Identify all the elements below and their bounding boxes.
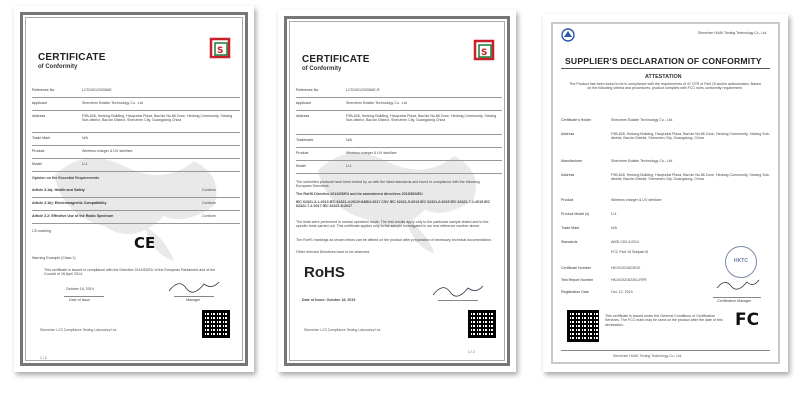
declaration-notice: This certificate is issued under the General Conditions of Certification Services. The FCC mark may be used on the product after the date of this declaration.: [605, 314, 723, 327]
divider: [32, 158, 240, 159]
info-row: [296, 164, 502, 172]
declaration-title: SUPPLIER'S DECLARATION OF CONFORMITY: [565, 56, 762, 66]
qr-code: [202, 310, 230, 338]
issue-date: October 18, 2019: [66, 287, 94, 291]
divider: [296, 97, 502, 98]
info-row: [561, 212, 774, 220]
row-label: Address: [296, 114, 310, 118]
compliance-paragraph: The submitted products have been tested by us with the listed standards and found in compliance with the following European Directives:: [296, 180, 480, 189]
marking-paragraph: The RoHS markings as shown below can be affixed on the product after preparation of necessary technical documentation.: [296, 238, 492, 242]
info-row: [561, 159, 774, 167]
row-value: N/A: [82, 136, 88, 140]
qr-code: [468, 310, 496, 338]
hktc-stamp: [725, 246, 757, 278]
row-label: Product Model (s): [561, 212, 590, 216]
info-row: [32, 88, 240, 96]
divider: [32, 145, 240, 146]
fcc-declaration: [543, 14, 788, 372]
issue-date: Date of Issue: October 18, 2019: [302, 298, 356, 302]
row-value: FCC Part 15 Subpart B: [611, 250, 648, 254]
row-label: Manufacturer: [561, 159, 583, 163]
row-value: HK19102162301E: [611, 266, 641, 270]
info-row: [32, 114, 240, 134]
row-label: Trade Mark: [32, 136, 51, 140]
signature-graphic: [713, 276, 763, 294]
page-number: 1 / 2: [40, 356, 47, 360]
ce-marking-label: CE-marking: [32, 229, 51, 233]
row-label: Applicant: [296, 101, 311, 105]
row-label: Model: [296, 164, 306, 168]
signature-graphic: [164, 276, 224, 296]
divider: [296, 173, 502, 174]
signature-line: [64, 296, 104, 297]
row-value: Wireless charger & UV sterilizer: [611, 198, 662, 202]
info-row: [561, 173, 774, 191]
article-row: [32, 201, 240, 209]
divider: [32, 132, 240, 133]
row-value: N/A: [611, 226, 617, 230]
row-label: Registration Date: [561, 290, 589, 294]
row-label: Model: [32, 162, 42, 166]
info-row: [561, 198, 774, 206]
rohs-certificate: [278, 10, 516, 372]
warning-example: Warning Example (Class 1): [32, 256, 76, 260]
row-label: Certificate's Holder: [561, 118, 592, 122]
article-row: [32, 188, 240, 196]
signature-graphic: [428, 280, 488, 300]
row-value: Oct. 12, 2019: [611, 290, 633, 294]
row-value: Wireless charger & UV sterilizer: [82, 149, 133, 153]
article-label: Article 3.1a): Health and Safety: [32, 188, 85, 192]
fcc-logo: FC: [735, 310, 760, 330]
header-contact: Shenzhen HUAK Testing Technology Co., Ltd.: [698, 31, 768, 35]
divider: [32, 171, 240, 172]
divider: [32, 210, 240, 211]
issue-statement: This certificate is issued in compliance with the Directive 2014/53/EU of the European Parliament and of the Council of 16 April 2014.: [44, 268, 216, 277]
divider: [32, 197, 240, 198]
lab-footer: Shenzhen LCS Compliance Testing Laboratory Ltd.: [304, 328, 382, 332]
lab-footer: Shenzhen LCS Compliance Testing Laboratory Ltd.: [40, 328, 118, 332]
info-row: [296, 138, 502, 146]
manager-label: Manager: [186, 298, 201, 302]
row-label: Product: [561, 198, 574, 202]
row-value: N/A: [346, 138, 352, 142]
signature-line: [174, 296, 214, 297]
row-label: Product: [296, 151, 309, 155]
article-row: [32, 214, 240, 222]
row-value: ANSI C63.4:2014: [611, 240, 639, 244]
svg-text:S: S: [481, 48, 488, 58]
row-label: Reference No.: [32, 88, 56, 92]
row-value: U-1: [82, 162, 88, 166]
row-value: F9B-826, Hedong Building, Haoyunlai Plaza, Bao'an No.86 Zone, Hedong Community, Xixiang Sub-district, Bao'an District, Shenzhen City, Guangdong, China: [611, 173, 770, 181]
footer-rule: [561, 350, 770, 351]
row-value: Shenzhen Bolaite Technology Co., Ltd: [82, 101, 143, 105]
row-value: Shenzhen Bolaite Technology Co., Ltd: [346, 101, 407, 105]
row-label: Address: [32, 114, 46, 118]
divider: [32, 223, 240, 224]
row-label: Standards: [561, 240, 578, 244]
lcs-logo-icon: [472, 36, 498, 62]
signature-line: [713, 297, 761, 298]
divider: [296, 134, 502, 135]
row-label: Trade Mark: [561, 226, 580, 230]
info-row: [32, 136, 240, 144]
test-standards: IEC 62321-3-1:2013 IEC 62321-4:2013+AMD1:2017 CSV IEC 62321-5:2013 IEC 62321-6:2015 IEC 62321-7-1:2015 IEC 62321-7-2:2017 IEC 62321-8:2017: [296, 200, 491, 209]
lab-footer: Shenzhen HUAK Testing Technology Co., Ltd.: [613, 354, 683, 358]
article-label: Article 3.2: Effective Use of the Radio Spectrum: [32, 214, 114, 218]
row-value: Shenzhen Bolaite Technology Co., Ltd.: [611, 118, 673, 122]
row-value: U-1: [346, 164, 352, 168]
qr-code: [567, 310, 599, 342]
divider: [296, 147, 502, 148]
info-row: [32, 162, 240, 170]
rohs-directive: The RoHS Directive 2011/65/EU and its amendment directives 2015/863/EU: [296, 192, 423, 196]
divider: [296, 110, 502, 111]
test-paragraph: The tests were performed in normal operation mode. The test results apply only to the particular sample tested and to the specific tests carried out. This certificate applies only to the sample investigated in our test reference number above.: [296, 220, 489, 229]
title-rule: [561, 68, 770, 69]
article-result: Conform: [202, 201, 216, 205]
attestation-text: The Product has been found to be in compliance with the requirements of 47 CFR of Part 15 and/or authorization. Based on the following criteria and procedures, product complies with FCC rules conformity requirement.: [569, 82, 761, 91]
row-label: Address: [561, 173, 575, 177]
row-label: Applicant: [32, 101, 47, 105]
info-row: [296, 151, 502, 159]
row-value: LCS190123008AE-R: [346, 88, 380, 92]
date-label: Date of Issue: [69, 298, 91, 302]
row-label: Reference No.: [296, 88, 320, 92]
ce-certificate: [14, 6, 254, 372]
article-result: Conform: [202, 214, 216, 218]
certificate-title: CERTIFICATE: [38, 52, 106, 63]
huak-logo-icon: [561, 28, 575, 42]
info-row: [32, 149, 240, 157]
row-label: Address: [561, 132, 575, 136]
divider: [32, 110, 240, 111]
ce-mark: CE: [134, 234, 156, 252]
info-row: [32, 101, 240, 109]
row-value: HK19102162301-RFR: [611, 278, 647, 282]
info-row: [561, 132, 774, 150]
row-value: U-1: [611, 212, 617, 216]
requirements-heading: Opinion on the Essential Requirements: [32, 176, 100, 180]
info-row: [561, 118, 774, 126]
article-label: Article 3.1b): Electromagnetic Compatibility: [32, 201, 107, 205]
row-label: Product: [32, 149, 45, 153]
svg-text:S: S: [217, 46, 224, 56]
signature-label: Certification Manager: [717, 299, 752, 303]
row-label: Test Report Number: [561, 278, 594, 282]
page-number: 1 / 2: [468, 350, 475, 354]
row-value: Wireless charger & UV sterilizer: [346, 151, 397, 155]
row-value: F9B-826, Hedong Building, Haoyunlai Plaza, Bao'an No.86 Zone, Hedong Community, Xixiang Sub-district, Bao'an District, Shenzhen City, Guangdong China: [82, 114, 233, 122]
row-value: Shenzhen Bolaite Technology Co., Ltd.: [611, 159, 673, 163]
info-row: [296, 88, 502, 96]
stamp-text: HKTC: [734, 258, 748, 264]
signature-line: [438, 300, 478, 301]
directives-note: Other relevant Directives have to be observed.: [296, 250, 371, 254]
lcs-logo-icon: [208, 34, 234, 60]
info-row: [296, 101, 502, 109]
certificate-subtitle: of Conformity: [38, 64, 78, 70]
row-value: F9B-826, Hedong Building, Haoyunlai Plaza, Bao'an No.86 Zone, Hedong Community, Xixiang Sub-district, Bao'an District, Shenzhen City, Guangdong China: [346, 114, 497, 122]
row-value: LCS190123008AE: [82, 88, 112, 92]
row-label: Trademark: [296, 138, 314, 142]
divider: [296, 160, 502, 161]
divider: [32, 97, 240, 98]
rohs-mark: RoHS: [304, 264, 345, 281]
info-row: [561, 226, 774, 234]
attestation-heading: ATTESTATION: [645, 74, 682, 80]
certificate-title: CERTIFICATE: [302, 54, 370, 65]
info-row: [296, 114, 502, 134]
row-label: Certificate Number: [561, 266, 591, 270]
article-result: Conform: [202, 188, 216, 192]
certificate-subtitle: of Conformity: [302, 66, 342, 72]
row-value: F9B-826, Hedong Building, Haoyunlai Plaza, Bao'an No.86 Zone, Hedong Community, Xixiang Sub-district, Bao'an District, Shenzhen City, Guangdong, China: [611, 132, 770, 140]
